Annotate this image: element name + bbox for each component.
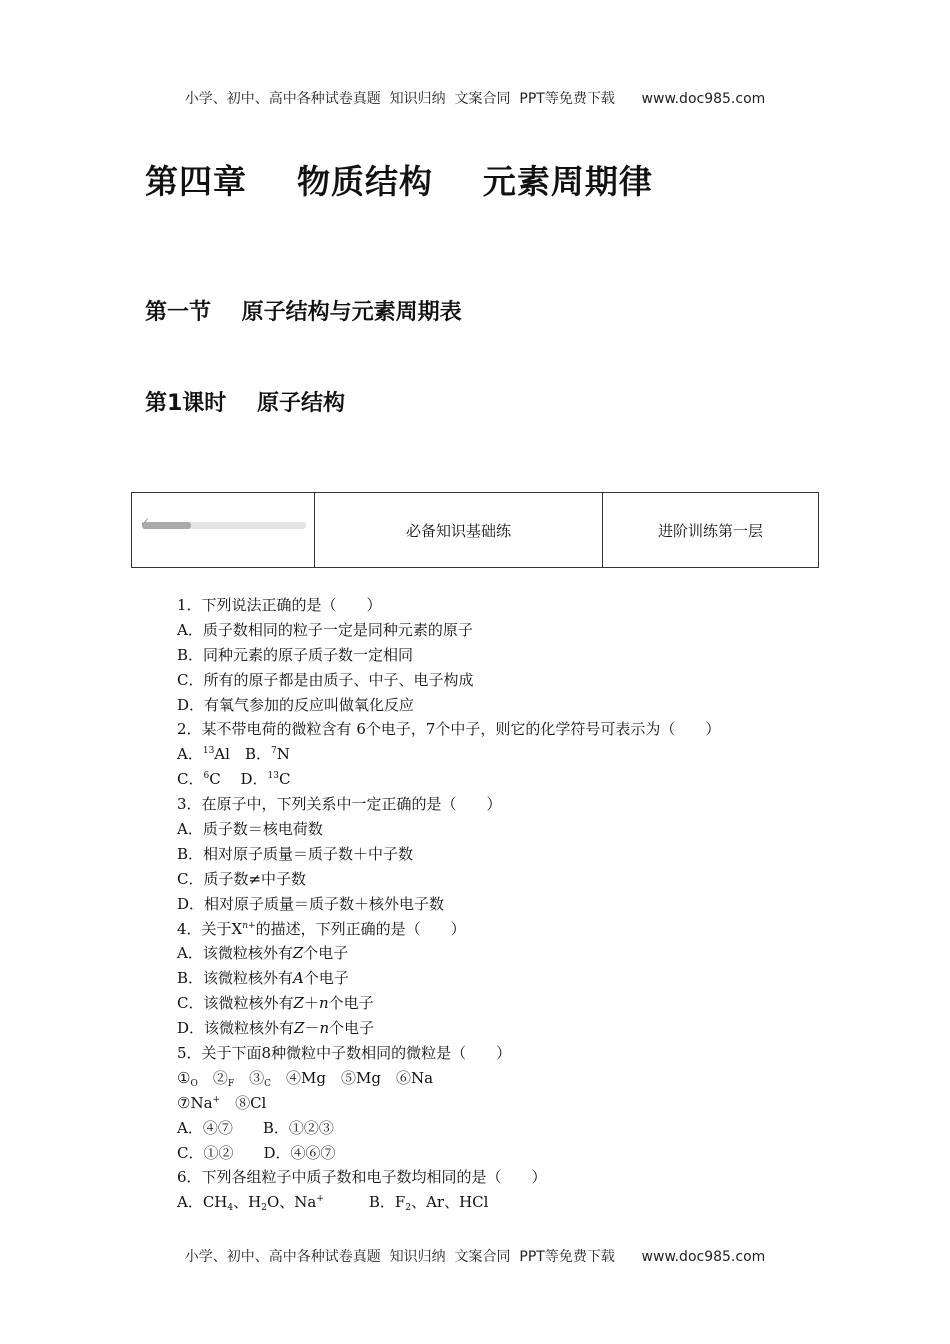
section-title: 第一节 原子结构与元素周期表 bbox=[145, 300, 462, 325]
subscript: 2 bbox=[405, 1203, 412, 1214]
banner-label-level: 进阶训练第一层 bbox=[657, 521, 763, 540]
option bbox=[177, 1016, 817, 1041]
variable: A bbox=[293, 969, 304, 988]
element-symbol: N bbox=[276, 745, 290, 764]
particle-list bbox=[177, 1091, 817, 1116]
option bbox=[177, 991, 817, 1016]
question-stem: 2．某不带电荷的微粒含有 6个电子，7个中子，则它的化学符号可表示为（ ） bbox=[177, 720, 721, 739]
lesson-title: 第1课时 原子结构 bbox=[145, 391, 345, 416]
option-text: 个电子 bbox=[303, 944, 349, 963]
option: B．同种元素的原子质子数一定相同 bbox=[177, 645, 414, 664]
option-text: A．该微粒核外有 bbox=[177, 944, 293, 963]
option-label: A． bbox=[177, 745, 203, 764]
particle: ⑦Na bbox=[177, 1093, 213, 1112]
option-row: A．④⑦ B．①②③ bbox=[177, 1118, 334, 1137]
option-text: 个电子 bbox=[329, 1019, 375, 1038]
particle: ⑧Cl bbox=[220, 1093, 267, 1112]
variable: Z bbox=[294, 1019, 305, 1038]
option-text: O、Na bbox=[266, 1193, 317, 1212]
option: A．质子数相同的粒子一定是同种元素的原子 bbox=[177, 620, 473, 639]
question-stem: 5．关于下面8种微粒中子数相同的微粒是（ ） bbox=[177, 1044, 512, 1063]
page-header: 小学、初中、高中各种试卷真题 知识归纳 文案合同 PPT等免费下载 www.doc985.com bbox=[184, 91, 766, 107]
mass-number: 7 bbox=[270, 746, 277, 757]
element-symbol: C bbox=[209, 770, 221, 789]
particle-list bbox=[177, 1066, 817, 1091]
operator: ＋ bbox=[303, 994, 319, 1013]
question-stem: 6．下列各组粒子中质子数和电子数均相同的是（ ） bbox=[177, 1168, 547, 1187]
variable: n bbox=[318, 994, 329, 1013]
particle-symbol: O bbox=[190, 1078, 198, 1089]
option-text: 、Ar、HCl bbox=[411, 1193, 489, 1212]
option bbox=[177, 941, 817, 966]
question-stem: 1．下列说法正确的是（ ） bbox=[177, 596, 382, 614]
variable: Z bbox=[293, 994, 304, 1013]
option-text: C．该微粒核外有 bbox=[177, 994, 294, 1013]
stem-text: 的描述，下列正确的是（ ） bbox=[255, 919, 466, 938]
mass-number: 6 bbox=[203, 771, 210, 782]
particle: ④Mg ⑤Mg ⑥Na bbox=[271, 1068, 434, 1087]
option: D．有氧气参加的反应叫做氧化反应 bbox=[177, 695, 415, 714]
question-stem bbox=[177, 917, 817, 942]
practice-banner bbox=[131, 492, 819, 568]
option-row bbox=[177, 1190, 817, 1215]
chapter-title: 第四章 物质结构 元素周期律 bbox=[145, 162, 653, 201]
option: B．相对原子质量＝质子数＋中子数 bbox=[177, 844, 414, 863]
banner-progress-cell bbox=[132, 493, 315, 567]
stem-text: 4．关于X bbox=[177, 919, 243, 938]
option-text: 个电子 bbox=[328, 994, 374, 1013]
option-row bbox=[177, 767, 817, 792]
subscript: 2 bbox=[261, 1203, 267, 1214]
option-label: D． bbox=[220, 770, 268, 789]
option-text: A．CH bbox=[177, 1193, 228, 1212]
progress-track bbox=[142, 522, 306, 529]
option: A．质子数＝核电荷数 bbox=[177, 820, 323, 839]
option bbox=[177, 966, 817, 991]
option-text: 个电子 bbox=[303, 969, 349, 988]
mass-number: 13 bbox=[202, 746, 215, 757]
option-label: C． bbox=[177, 770, 204, 789]
variable: Z bbox=[292, 944, 304, 963]
particle: ③ bbox=[234, 1068, 265, 1087]
subscript: 4 bbox=[227, 1203, 234, 1214]
particle: ① bbox=[177, 1068, 191, 1087]
element-symbol: C bbox=[278, 770, 291, 789]
charge-sup: n+ bbox=[242, 920, 256, 931]
particle-symbol: C bbox=[264, 1078, 272, 1089]
option: D．相对原子质量＝质子数＋核外电子数 bbox=[177, 894, 445, 913]
banner-label-basic: 必备知识基础练 bbox=[315, 493, 603, 567]
option: C．质子数≠中子数 bbox=[177, 869, 307, 888]
mass-number: 13 bbox=[267, 771, 279, 782]
option-text: B．F bbox=[323, 1193, 406, 1212]
option-label: B． bbox=[229, 745, 271, 764]
particle-symbol: F bbox=[227, 1078, 235, 1089]
option: C．所有的原子都是由质子、中子、电子构成 bbox=[177, 670, 474, 689]
option-text: D．该微粒核外有 bbox=[177, 1019, 295, 1038]
option-text: 、H bbox=[233, 1193, 262, 1212]
question-list bbox=[177, 593, 817, 1215]
option-text: B．该微粒核外有 bbox=[177, 969, 294, 988]
variable: n bbox=[319, 1019, 330, 1038]
option-row: C．①② D．④⑥⑦ bbox=[177, 1143, 336, 1162]
element-symbol: Al bbox=[214, 745, 230, 764]
option-row bbox=[177, 742, 817, 767]
particle: ② bbox=[197, 1068, 228, 1087]
question-stem: 3．在原子中，下列关系中一定正确的是（ ） bbox=[177, 795, 502, 814]
check-icon: ✓ bbox=[140, 515, 151, 529]
page-footer: 小学、初中、高中各种试卷真题 知识归纳 文案合同 PPT等免费下载 www.doc985.com bbox=[184, 1249, 766, 1265]
charge-sup: + bbox=[316, 1194, 324, 1205]
charge-sup: + bbox=[212, 1094, 221, 1105]
operator: － bbox=[304, 1019, 320, 1038]
